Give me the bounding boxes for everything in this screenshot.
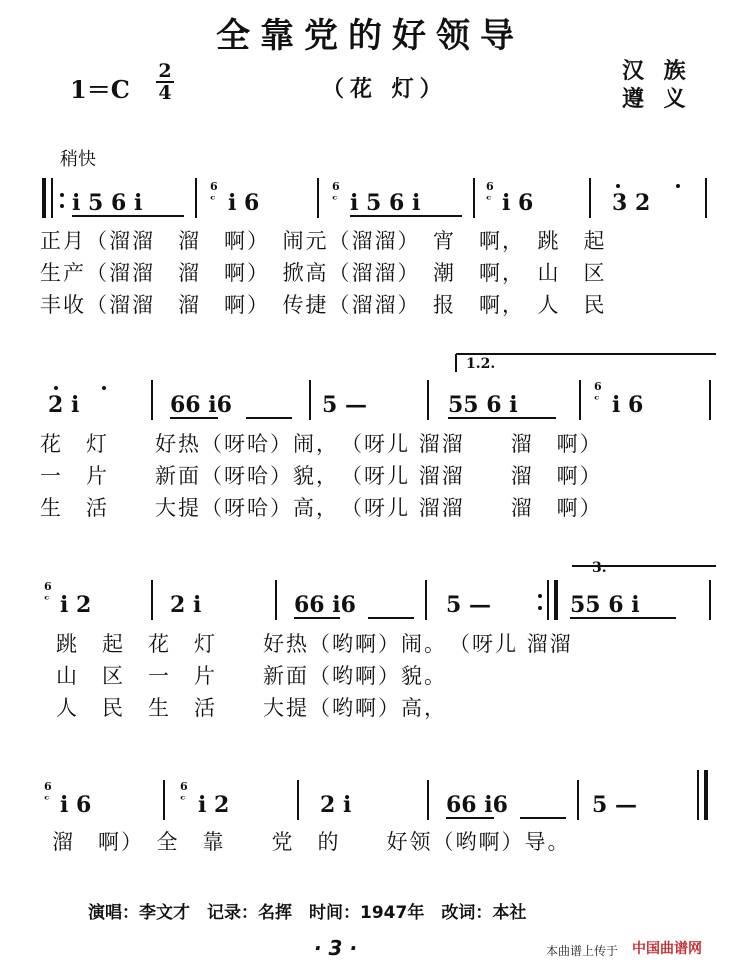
svg-text:ᶜ: ᶜ [594,393,600,408]
time-signature-top: 2 [158,60,172,82]
lyric-line: 溜 啊） 全 靠 党 的 好领（哟啊）导。 [52,830,571,854]
credits-footer: 演唱：李文才 记录：名挥 时间：1947年 改词：本社 [88,903,527,923]
svg-text:i 2: i 2 [198,792,230,818]
svg-text:6: 6 [210,180,218,193]
svg-text:i 6: i 6 [228,190,260,216]
lyric-line: 人 民 生 活 大提（哟啊）高， [56,696,447,720]
lyric-line: 生 活 大提（呀哈）高， （呀儿 溜溜 溜 啊） [40,496,603,520]
time-signature-bottom: 4 [158,82,172,104]
svg-text:5 —: 5 — [592,792,637,818]
lyric-line: 跳 起 花 灯 好热（哟啊）闹。 （呀儿 溜溜 [56,632,573,656]
svg-text:i 5 6 i: i 5 6 i [72,190,143,216]
svg-text:2 i: 2 i [48,392,80,418]
svg-text:ᶜ: ᶜ [486,193,492,208]
source-place: 遵 义 [622,87,692,112]
system1-notes [60,180,680,216]
page-number: · 3 · [314,936,358,960]
svg-text:i 6: i 6 [60,792,92,818]
lyric-line: 花 灯 好热（呀哈）闹， （呀儿 溜溜 溜 啊） [40,432,603,456]
svg-text:ᶜ: ᶜ [210,193,216,208]
svg-text:2 i: 2 i [320,792,352,818]
svg-text:2 i: 2 i [170,592,202,618]
lyric-line: 丰收（溜溜 溜 啊） 传捷（溜溜） 报 啊， 人 民 [40,293,607,317]
svg-text:ᶜ: ᶜ [44,593,50,608]
svg-text:5 —: 5 — [446,592,491,618]
svg-text:ᶜ: ᶜ [332,193,338,208]
svg-text:i 6: i 6 [612,392,644,418]
watermark-text: 本曲谱上传于 [546,944,619,958]
lyric-line: 山 区 一 片 新面（哟啊）貌。 [56,664,447,688]
watermark-logo: 中国曲谱网 [632,941,702,957]
tempo-marking: 稍快 [60,149,96,170]
svg-text:55 6 i: 55 6 i [570,592,640,618]
lyric-line: 生产（溜溜 溜 啊） 掀高（溜溜） 潮 啊， 山 区 [40,261,607,285]
lyric-line: 一 片 新面（呀哈）貌， （呀儿 溜溜 溜 啊） [40,464,603,488]
svg-text:66 i6: 66 i6 [294,592,356,618]
volta-first-label: 1.2. [466,356,496,372]
source-ethnicity: 汉 族 [622,59,692,84]
system2-notes [48,380,643,418]
system4-notes [44,780,637,818]
key-signature: 1＝C [70,75,130,104]
svg-text:3 2: 3 2 [612,190,651,216]
svg-text:i 2: i 2 [60,592,92,618]
svg-text:ᶜ: ᶜ [180,793,186,808]
svg-text:5 —: 5 — [322,392,367,418]
lyric-line: 正月（溜溜 溜 啊） 闹元（溜溜） 宵 啊， 跳 起 [40,229,607,253]
svg-text:6: 6 [180,780,188,793]
svg-text:66 i6: 66 i6 [446,792,508,818]
svg-text:6: 6 [44,580,52,593]
svg-text:6: 6 [332,180,340,193]
svg-text:6: 6 [44,780,52,793]
svg-text:6: 6 [486,180,494,193]
svg-text:66 i6: 66 i6 [170,392,232,418]
song-title: 全靠党的好领导 [216,16,524,56]
svg-text:i 6: i 6 [502,190,534,216]
svg-text:ᶜ: ᶜ [44,793,50,808]
system3-notes [44,580,676,618]
volta-second-label: 3. [592,560,607,576]
svg-text:55 6 i: 55 6 i [448,392,518,418]
genre-label: （花 灯） [322,77,448,102]
svg-text:6: 6 [594,380,602,393]
svg-text:i 5 6 i: i 5 6 i [350,190,421,216]
